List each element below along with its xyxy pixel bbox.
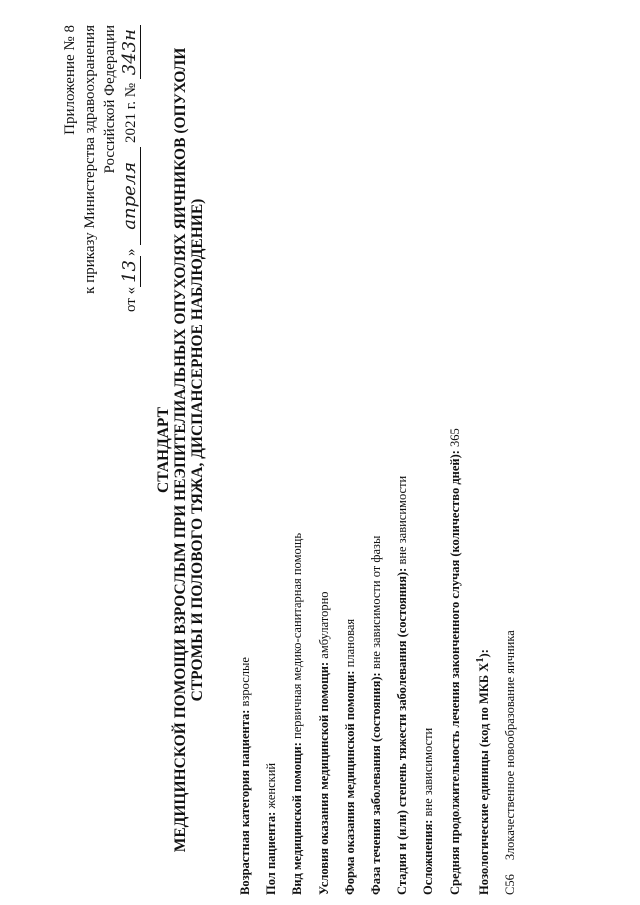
- field-label: Условия оказания медицинской помощи:: [316, 661, 331, 895]
- field-label: Стадия и (или) степень тяжести заболевания (состояния):: [395, 567, 410, 895]
- standard-title: [155, 35, 206, 865]
- field-care-conditions: [311, 15, 337, 895]
- field-label: Пол пациента:: [264, 811, 279, 895]
- appendix-order-ref: к приказу Министерства здравоохранения: [82, 25, 98, 294]
- appendix-number: Приложение № 8: [62, 25, 78, 135]
- field-label: Осложнения:: [421, 819, 436, 895]
- field-value: вне зависимости: [395, 475, 410, 568]
- field-label: Нозологические единицы (код по МКБ $X^1$):: [474, 649, 491, 895]
- date-prefix: от «: [123, 286, 139, 313]
- field-label: Вид медицинской помощи:: [290, 742, 305, 895]
- field-disease-stage: [389, 15, 415, 895]
- field-value: первичная медико-санитарная помощь: [290, 532, 305, 743]
- field-value: плановая: [342, 618, 357, 671]
- nosology-entry: [497, 15, 523, 895]
- appendix-country: Российской Федерации: [102, 25, 118, 174]
- handwritten-order-number: 343н: [120, 25, 141, 79]
- field-value: взрослые: [238, 657, 252, 710]
- field-value: вне зависимости от фазы: [369, 535, 384, 673]
- icd-code: C56: [503, 874, 518, 895]
- order-date-line: от «13» апреля 2021 г. № 343н: [120, 25, 141, 385]
- field-label: Форма оказания медицинской помощи:: [342, 670, 357, 895]
- year-and-number-label: 2021 г. №: [123, 82, 139, 143]
- field-sex: [258, 15, 284, 895]
- field-value: амбулаторно: [316, 591, 331, 662]
- field-label: Возрастная категория пациента:: [238, 709, 252, 895]
- handwritten-month: апреля: [120, 147, 141, 245]
- field-age-category: [232, 15, 258, 895]
- field-value: 365: [447, 428, 462, 451]
- field-treatment-duration: [442, 15, 468, 895]
- field-disease-phase: [363, 15, 389, 895]
- field-label: Фаза течения заболевания (состояния):: [369, 672, 384, 895]
- field-label: Средняя продолжительность лечения законченного случая (количество дней):: [447, 450, 462, 895]
- icd-name: Злокачественное новообразование яичника: [503, 630, 518, 861]
- field-value: вне зависимости: [421, 727, 436, 820]
- field-care-type: [284, 15, 310, 895]
- field-value: женский: [264, 762, 279, 812]
- standard-fields: [232, 15, 523, 895]
- title-standard: СТАНДАРТ: [155, 407, 172, 493]
- title-line-2: СТРОМЫ И ПОЛОВОГО ТЯЖА, ДИСПАНСЕРНОЕ НАБЛЮДЕНИЕ): [189, 198, 206, 702]
- footnote-mark: 1: [474, 657, 486, 663]
- field-nosology: [468, 15, 497, 895]
- handwritten-day: 13: [120, 256, 141, 287]
- field-care-form: [337, 15, 363, 895]
- appendix-header: [60, 25, 141, 385]
- field-complications: [415, 15, 441, 895]
- title-line-1: МЕДИЦИНСКОЙ ПОМОЩИ ВЗРОСЛЫМ ПРИ НЕЭПИТЕЛИАЛЬНЫХ ОПУХОЛЯХ ЯИЧНИКОВ (ОПУХОЛИ: [172, 47, 189, 853]
